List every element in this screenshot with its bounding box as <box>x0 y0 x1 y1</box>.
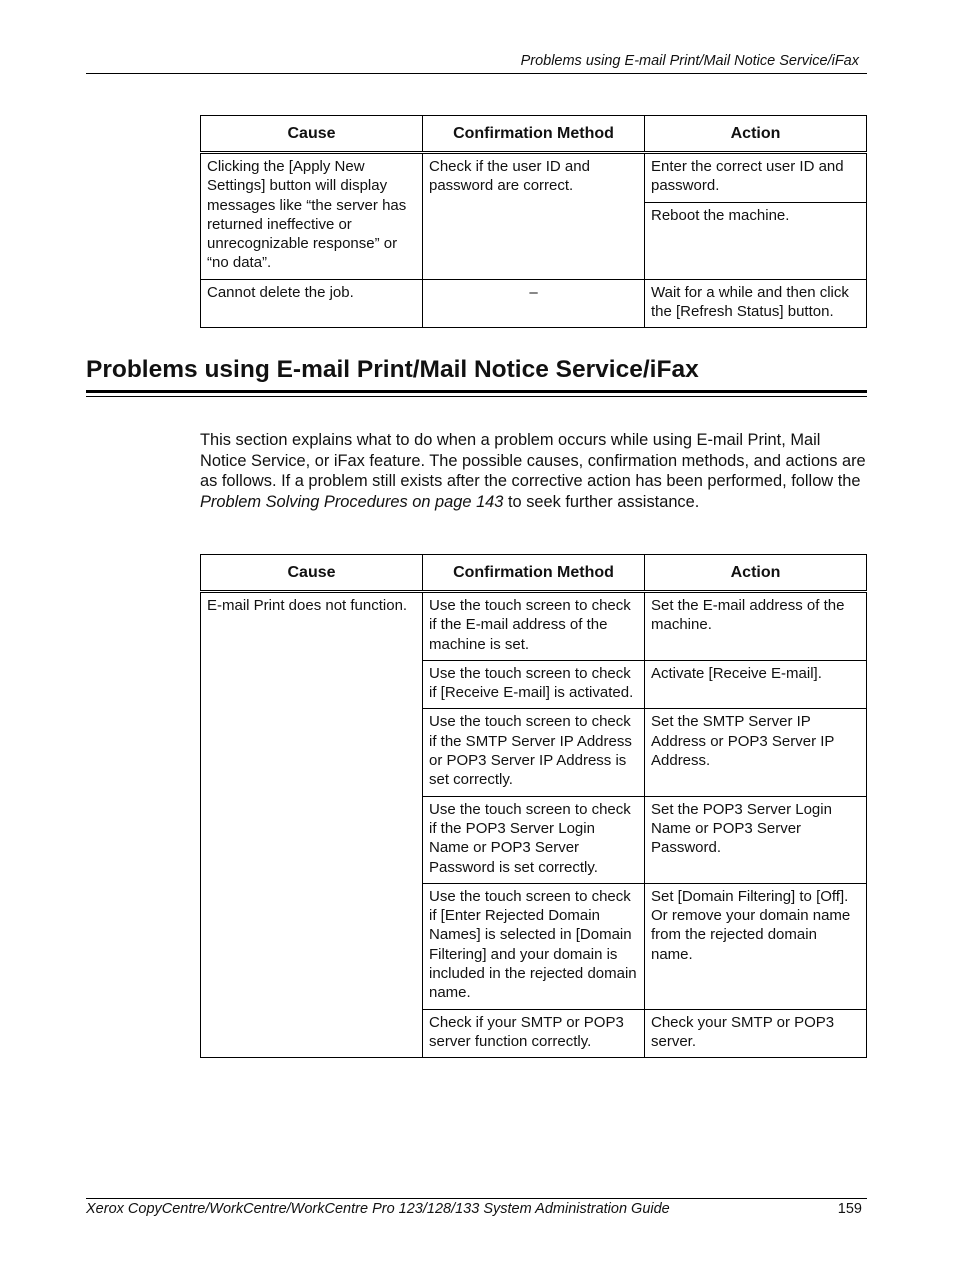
action-cell: Reboot the machine. <box>645 203 867 279</box>
action-cell: Set the E-mail address of the machine. <box>645 592 867 661</box>
table-header-row <box>201 555 867 592</box>
action-cell: Activate [Receive E-mail]. <box>645 660 867 709</box>
column-header-action: Action <box>645 555 867 592</box>
table-row <box>201 592 867 661</box>
action-cell: Set the POP3 Server Login Name or POP3 Server Password. <box>645 796 867 883</box>
column-header-action: Action <box>645 116 867 153</box>
column-header-confirmation-method: Confirmation Method <box>423 116 645 153</box>
running-header: Problems using E-mail Print/Mail Notice Service/iFax <box>520 53 859 69</box>
table-row <box>201 279 867 328</box>
action-cell: Wait for a while and then click the [Refresh Status] button. <box>645 279 867 328</box>
troubleshooting-table-1 <box>200 115 867 328</box>
method-cell: Use the touch screen to check if [Enter Rejected Domain Names] is selected in [Domain Filtering] and your domain is included in the rejected domain name. <box>423 883 645 1009</box>
method-cell: Check if your SMTP or POP3 server function correctly. <box>423 1009 645 1058</box>
method-cell: – <box>423 279 645 328</box>
intro-text: to seek further assistance. <box>503 493 700 512</box>
column-header-cause: Cause <box>201 555 423 592</box>
intro-text: This section explains what to do when a problem occurs while using E-mail Print, Mail Notice Service, or iFax feature. The possible causes, confirmation methods, and actions are as follows. If a problem still exists after the corrective action has been performed, follow the <box>200 431 866 491</box>
column-header-cause: Cause <box>201 116 423 153</box>
cause-cell: Cannot delete the job. <box>201 279 423 328</box>
action-cell: Set [Domain Filtering] to [Off]. Or remove your domain name from the rejected domain name. <box>645 883 867 1009</box>
section-rule <box>86 396 867 397</box>
method-cell: Use the touch screen to check if [Receive E-mail] is activated. <box>423 660 645 709</box>
header-rule <box>86 73 867 74</box>
table-header-row <box>201 116 867 153</box>
action-cell: Enter the correct user ID and password. <box>645 153 867 203</box>
troubleshooting-table-2 <box>200 554 867 1058</box>
footer-rule <box>86 1198 867 1199</box>
table-row <box>201 153 867 203</box>
intro-paragraph <box>200 430 868 513</box>
cause-cell: Clicking the [Apply New Settings] button will display messages like “the server has returned ineffective or unrecognizable response” or “no data”. <box>201 153 423 280</box>
method-cell: Use the touch screen to check if the E-mail address of the machine is set. <box>423 592 645 661</box>
action-cell: Set the SMTP Server IP Address or POP3 Server IP Address. <box>645 709 867 796</box>
section-rule <box>86 390 867 393</box>
method-cell: Check if the user ID and password are correct. <box>423 153 645 280</box>
page-number: 159 <box>837 1201 862 1217</box>
action-cell: Check your SMTP or POP3 server. <box>645 1009 867 1058</box>
cause-cell: E-mail Print does not function. <box>201 592 423 1058</box>
method-cell: Use the touch screen to check if the SMTP Server IP Address or POP3 Server IP Address is set correctly. <box>423 709 645 796</box>
footer-guide-title: Xerox CopyCentre/WorkCentre/WorkCentre Pro 123/128/133 System Administration Guide <box>86 1201 670 1217</box>
method-cell: Use the touch screen to check if the POP3 Server Login Name or POP3 Server Password is set correctly. <box>423 796 645 883</box>
column-header-confirmation-method: Confirmation Method <box>423 555 645 592</box>
section-title: Problems using E-mail Print/Mail Notice Service/iFax <box>86 356 699 383</box>
cross-reference-link[interactable]: Problem Solving Procedures on page 143 <box>200 493 504 512</box>
